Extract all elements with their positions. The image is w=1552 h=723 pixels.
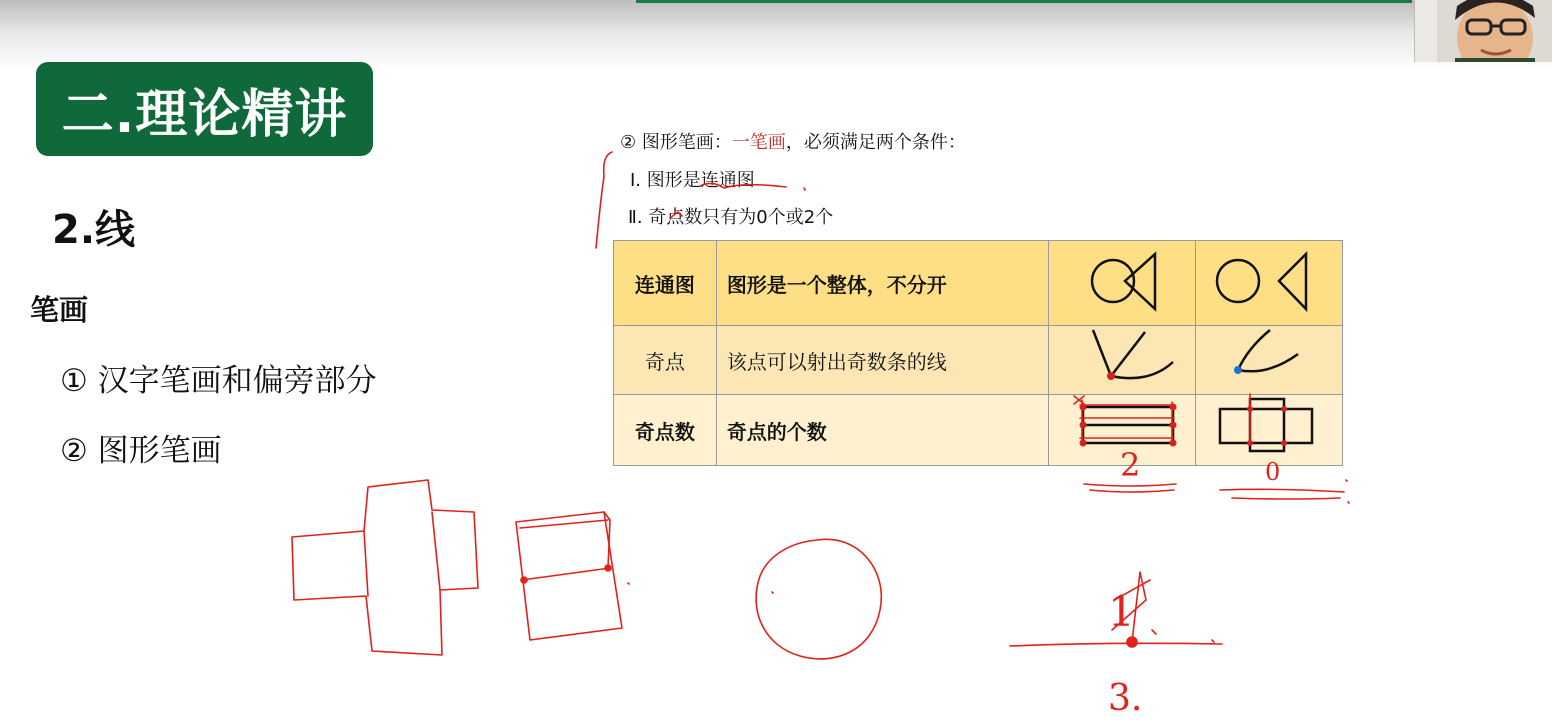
figure-cell [1195, 395, 1342, 466]
crossed-rectangles-icon [1196, 395, 1342, 465]
line-sketch [1010, 643, 1222, 646]
odd-count-left-label: 2 [1120, 446, 1141, 484]
odd-point-1-line-icon [1196, 326, 1342, 394]
line-degree-bottom-label: 3. [1108, 678, 1143, 719]
presenter-avatar-icon [1415, 0, 1552, 62]
table-row [614, 395, 1343, 466]
list-item: ② 图形笔画 [60, 433, 222, 469]
description-cell: 图形是一个整体，不分开 [716, 241, 1048, 326]
term-cell: 奇点数 [614, 395, 717, 466]
disconnected-graph-icon [1196, 241, 1342, 325]
figure-cell [1048, 326, 1195, 395]
description-cell: 该点可以射出奇数条的线 [716, 326, 1048, 395]
condition-1: Ⅰ. 图形是连通图 [630, 170, 755, 191]
rectangle-sketch [516, 512, 622, 640]
odd-point-3-lines-icon [1049, 326, 1195, 394]
intro-suffix: ，必须满足两个条件： [785, 132, 966, 153]
progress-bar [636, 0, 1412, 3]
description-cell: 奇点的个数 [716, 395, 1048, 466]
section-badge: 二.理论精讲 [36, 62, 373, 156]
cross-shape-sketch [292, 480, 478, 655]
line-degree-top-label: 1 [1108, 587, 1135, 636]
table-row [614, 326, 1343, 395]
slide-top-band [0, 0, 1552, 70]
term-cell: 奇点 [614, 326, 717, 395]
figure-cell [1048, 395, 1195, 466]
odd-count-right-label: 0 [1265, 458, 1281, 486]
figure-cell [1048, 241, 1195, 326]
stacked-rectangles-icon [1049, 395, 1195, 465]
connected-graph-icon [1049, 241, 1195, 325]
circle-sketch [756, 539, 881, 659]
condition-2: Ⅱ. 奇点数只有为0个或2个 [628, 207, 834, 228]
term-cell: 连通图 [614, 241, 717, 326]
definition-table [613, 240, 1343, 466]
section-title: 2.线 [52, 207, 136, 253]
condition-intro [620, 128, 966, 154]
subsection-title: 笔画 [30, 293, 89, 327]
table-row [614, 241, 1343, 326]
intro-prefix: ② 图形笔画： [620, 132, 732, 153]
figure-cell [1195, 241, 1342, 326]
webcam-thumbnail[interactable] [1414, 0, 1552, 62]
figure-cell [1195, 326, 1342, 395]
list-item: ① 汉字笔画和偏旁部分 [60, 363, 377, 399]
bracket-mark [596, 152, 612, 248]
intro-highlight: 一笔画 [731, 132, 786, 153]
